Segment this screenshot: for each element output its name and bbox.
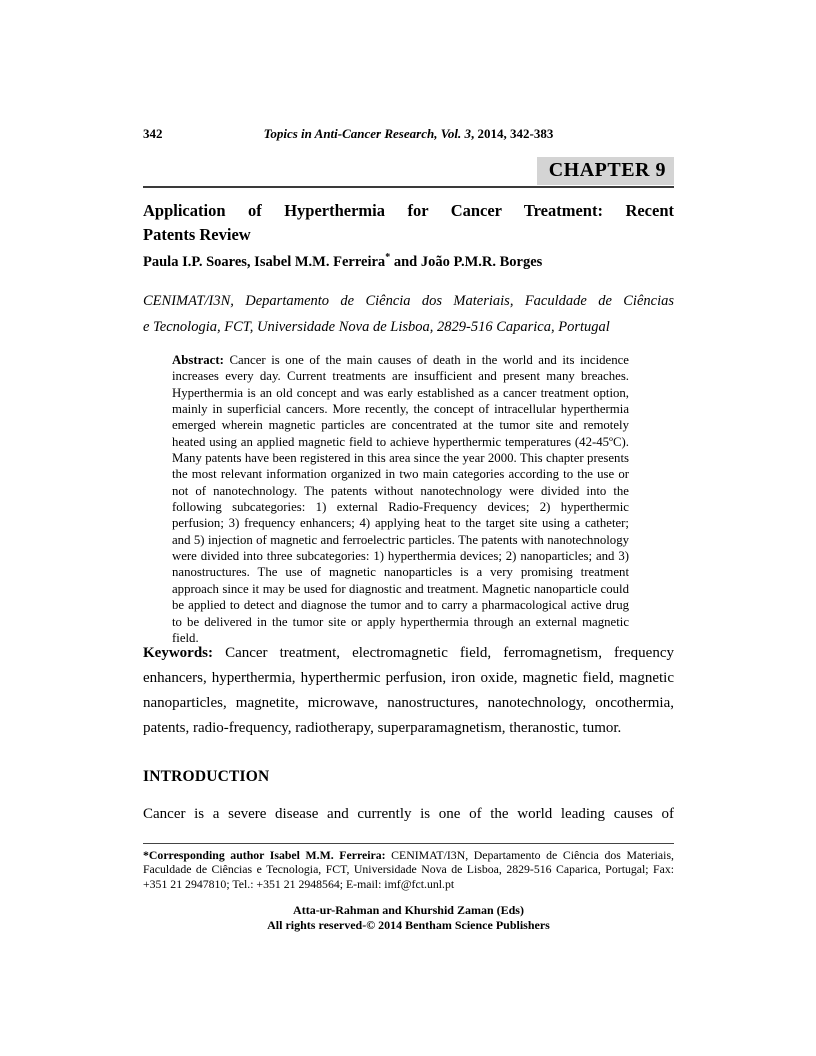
keywords-label: Keywords: [143, 645, 213, 661]
footnote-rest: CENIMAT/I3N, Departamento de Ciência dos Materiais, Faculdade de Ciências e Tecnologia, FCT, Universidade Nova de Lisboa, 2829-516 Caparica, Portugal; Fax: +351 21 2947810; Tel.: +351 21 2948564; E-mail: imf@fct.unl.pt [143, 848, 674, 891]
abstract-label: Abstract: [172, 353, 224, 367]
abstract-text: Cancer is one of the main causes of death in the world and its incidence increases every day. Current treatments are insufficient and present many breaches. Hyperthermia is an old concept and was early established as a cancer treatment option, mainly in superficial cancers. More recently, the concept of intracellular hyperthermia emerged wherein magnetic particles are concentrated at the tumor site and remotely heated using an applied magnetic field to achieve hyperthermic temperatures (42-45ºC). Many patents have been registered in this area since the year 2000. This chapter presents the most relevant information organized in two main categories according to the use or not of nanotechnology. The patents without nanotechnology were divided into the following subcategories: 1) external Radio-Frequency devices; 2) hyperthermic perfusion; 3) frequency enhancers; 4) applying heat to the target site using a catheter; and 5) injection of magnetic and ferroelectric particles. The patents with nanotechnology were divided into three subcategories: 1) hyperthermia devices; 2) nanoparticles; and 3) nanostructures. The use of magnetic nanoparticles is a very promising treatment approach since it may be used for diagnostic and treatment. Magnetic nanoparticle could be applied to detect and diagnose the tumor and to carry a pharmacological active drug to be delivered in the tumor site or apply hyperthermia through an external magnetic field. [172, 353, 629, 645]
footnote-lead: *Corresponding author Isabel M.M. Ferreira: [143, 848, 386, 862]
keywords-paragraph [143, 641, 674, 741]
introduction-heading: INTRODUCTION [143, 768, 270, 785]
chapter-badge: CHAPTER 9 [537, 157, 674, 185]
introduction-paragraph: Cancer is a severe disease and currently is one of the world leading causes of [143, 806, 674, 822]
affiliation: CENIMAT/I3N, Departamento de Ciência dos Materiais, Faculdade de Ciências e Tecnologia, FCT, Universidade Nova de Lisboa, 2829-516 Caparica, Portugal [143, 293, 674, 335]
footnote-divider [143, 843, 674, 844]
running-head [143, 126, 674, 142]
abstract-paragraph [172, 352, 629, 646]
article-title: Application of Hyperthermia for Cancer Treatment: Recent Patents Review [143, 201, 674, 244]
content-column [143, 0, 674, 1056]
running-head-issue: , 2014, 342-383 [471, 126, 554, 141]
corresponding-author-asterisk: * [385, 252, 391, 264]
authors-second-part: and João P.M.R. Borges [393, 254, 543, 270]
running-head-journal: Topics in Anti-Cancer Research, Vol. 3 [263, 126, 472, 141]
corresponding-author-footnote [143, 848, 674, 891]
page-number: 342 [143, 126, 163, 141]
authors-first-part: Paula I.P. Soares, Isabel M.M. Ferreira [143, 254, 386, 270]
header-divider [143, 186, 674, 188]
keywords-text: Cancer treatment, electromagnetic field, ferromagnetism, frequency enhancers, hyperthermia, hyperthermic perfusion, iron oxide, magnetic field, magnetic nanoparticles, magnetite, microwave, nanostructures, nanotechnology, oncothermia, patents, radio-frequency, radiotherapy, superparamagnetism, theranostic, tumor. [143, 645, 674, 736]
imprint-editors: Atta-ur-Rahman and Khurshid Zaman (Eds) [293, 903, 524, 917]
publisher-imprint [143, 903, 674, 932]
imprint-rights: All rights reserved-© 2014 Bentham Science Publishers [267, 917, 550, 932]
authors-line [143, 254, 674, 271]
